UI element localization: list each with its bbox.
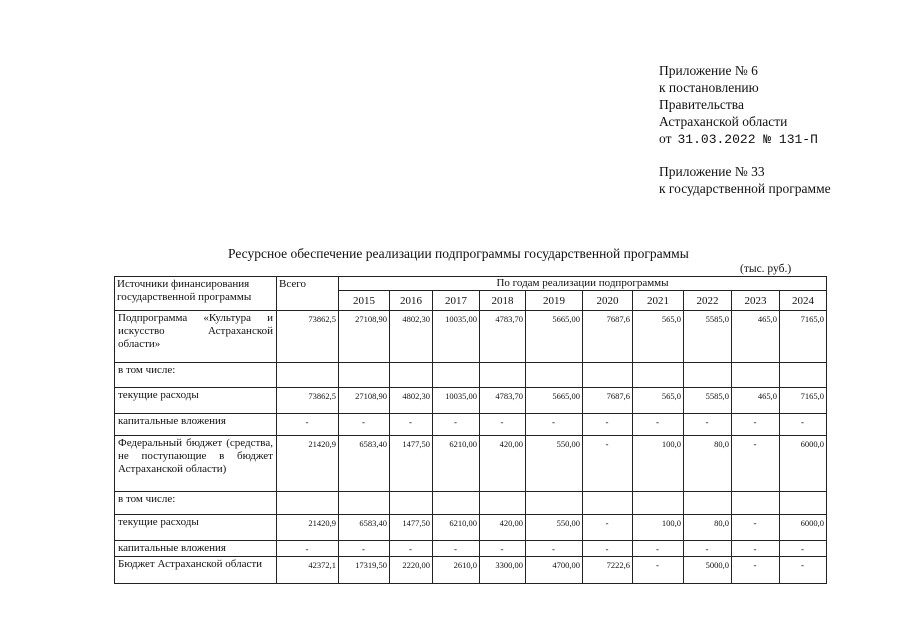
document-title: Ресурсное обеспечение реализации подпрограммы государственной программы (228, 246, 689, 261)
row-value: 1477,50 (390, 436, 433, 492)
row-value: 7687,6 (583, 311, 633, 363)
row-value: 80,0 (684, 515, 732, 541)
table-row (115, 388, 827, 414)
header-year: 2022 (684, 291, 732, 311)
row-value: 27108,90 (339, 388, 390, 414)
row-value: - (526, 541, 583, 557)
appendix-date-line (659, 130, 818, 148)
row-value (390, 492, 433, 515)
row-value: 550,00 (526, 515, 583, 541)
row-label: капитальные вложения (115, 414, 277, 436)
row-value: 17319,50 (339, 557, 390, 584)
row-total (277, 363, 339, 388)
row-value: - (390, 541, 433, 557)
row-value: - (583, 515, 633, 541)
row-label: в том числе: (115, 363, 277, 388)
row-value: 6000,0 (780, 436, 827, 492)
row-value (339, 363, 390, 388)
row-value: 7687,6 (583, 388, 633, 414)
row-label: в том числе: (115, 492, 277, 515)
row-value: 5665,00 (526, 388, 583, 414)
row-value: - (780, 557, 827, 584)
row-label: текущие расходы (115, 388, 277, 414)
row-value (583, 363, 633, 388)
row-value: 550,00 (526, 436, 583, 492)
row-value (480, 363, 526, 388)
row-value: 4802,30 (390, 388, 433, 414)
row-value: 2220,00 (390, 557, 433, 584)
row-value: - (480, 414, 526, 436)
row-value: 100,0 (633, 515, 684, 541)
table-row (115, 541, 827, 557)
row-value: - (633, 557, 684, 584)
row-value: - (583, 541, 633, 557)
row-value: 100,0 (633, 436, 684, 492)
row-value: - (780, 414, 827, 436)
header-total: Всего (277, 277, 339, 311)
row-value: 565,0 (633, 388, 684, 414)
row-value (732, 492, 780, 515)
units-label: (тыс. руб.) (740, 263, 792, 275)
row-value: 6210,00 (433, 436, 480, 492)
row-value: 565,0 (633, 311, 684, 363)
row-value (633, 492, 684, 515)
table-row (115, 436, 827, 492)
header-year: 2023 (732, 291, 780, 311)
row-value: - (732, 541, 780, 557)
row-value: 420,00 (480, 515, 526, 541)
appendix-line: Приложение № 6 (659, 63, 758, 78)
header-years-group: По годам реализации подпрограммы (339, 277, 827, 291)
row-value (732, 363, 780, 388)
row-value (433, 363, 480, 388)
row-value: 4783,70 (480, 388, 526, 414)
row-value: - (583, 436, 633, 492)
row-value (780, 363, 827, 388)
header-source: Источники финансирования государственной программы (115, 277, 277, 311)
row-value: 3300,00 (480, 557, 526, 584)
row-value: - (339, 414, 390, 436)
row-value: - (526, 414, 583, 436)
table-body (115, 277, 827, 584)
appendix-line: Правительства (659, 97, 744, 112)
appendix-line: Астраханской области (659, 114, 788, 129)
row-value (339, 492, 390, 515)
table-header-row (115, 277, 827, 291)
row-value: 5585,0 (684, 311, 732, 363)
appendix-line: к постановлению (659, 80, 759, 95)
row-value: 7222,6 (583, 557, 633, 584)
row-total: 42372,1 (277, 557, 339, 584)
table-row (115, 557, 827, 584)
table-row (115, 363, 827, 388)
appendix-block-top (659, 62, 818, 148)
row-value: 7165,0 (780, 388, 827, 414)
row-value: 465,0 (732, 311, 780, 363)
row-value: 420,00 (480, 436, 526, 492)
row-value (390, 363, 433, 388)
row-value: 6210,00 (433, 515, 480, 541)
row-label: Бюджет Астраханской области (115, 557, 277, 584)
row-value: - (390, 414, 433, 436)
appendix-line: Приложение № 33 (659, 164, 765, 179)
row-value: 27108,90 (339, 311, 390, 363)
appendix-line: к государственной программе (659, 181, 831, 196)
row-label: Федеральный бюджет (средства, не поступающие в бюджет Астраханской области) (115, 436, 277, 492)
row-value: - (780, 541, 827, 557)
appendix-block-bottom (659, 163, 831, 197)
funding-table (114, 276, 827, 584)
row-value (433, 492, 480, 515)
date-prefix: от (659, 131, 672, 146)
row-value: 80,0 (684, 436, 732, 492)
row-value (526, 492, 583, 515)
row-value (526, 363, 583, 388)
row-value: - (732, 414, 780, 436)
row-value: 465,0 (732, 388, 780, 414)
row-value: 6000,0 (780, 515, 827, 541)
table-row (115, 515, 827, 541)
row-value: 4700,00 (526, 557, 583, 584)
row-value: 2610,0 (433, 557, 480, 584)
row-value: 6583,40 (339, 515, 390, 541)
row-value (583, 492, 633, 515)
row-value: 10035,00 (433, 311, 480, 363)
row-value: - (633, 541, 684, 557)
row-value: - (480, 541, 526, 557)
header-year: 2017 (433, 291, 480, 311)
row-value: - (339, 541, 390, 557)
row-total: 73862,5 (277, 388, 339, 414)
row-value: 6583,40 (339, 436, 390, 492)
row-value (684, 492, 732, 515)
row-value (633, 363, 684, 388)
row-value: - (684, 414, 732, 436)
row-total: - (277, 414, 339, 436)
row-value: - (732, 557, 780, 584)
row-label: Подпрограмма «Культура и искусство Астраханской области» (115, 311, 277, 363)
row-value: 5000,0 (684, 557, 732, 584)
row-value (684, 363, 732, 388)
row-value: - (583, 414, 633, 436)
header-year: 2024 (780, 291, 827, 311)
row-value: - (633, 414, 684, 436)
header-year: 2016 (390, 291, 433, 311)
header-year: 2015 (339, 291, 390, 311)
row-value: 7165,0 (780, 311, 827, 363)
row-label: капитальные вложения (115, 541, 277, 557)
header-year: 2021 (633, 291, 684, 311)
table-row (115, 492, 827, 515)
row-total: - (277, 541, 339, 557)
header-year: 2019 (526, 291, 583, 311)
row-value: 4783,70 (480, 311, 526, 363)
row-value (780, 492, 827, 515)
row-total (277, 492, 339, 515)
row-value: 5665,00 (526, 311, 583, 363)
row-value: 1477,50 (390, 515, 433, 541)
row-total: 73862,5 (277, 311, 339, 363)
row-value: 10035,00 (433, 388, 480, 414)
row-value: - (732, 515, 780, 541)
row-total: 21420,9 (277, 515, 339, 541)
row-value: 5585,0 (684, 388, 732, 414)
row-label: текущие расходы (115, 515, 277, 541)
header-year: 2018 (480, 291, 526, 311)
header-year: 2020 (583, 291, 633, 311)
date-value: 31.03.2022 № 131-П (677, 132, 818, 147)
row-value (480, 492, 526, 515)
row-value: - (684, 541, 732, 557)
row-value: 4802,30 (390, 311, 433, 363)
row-value: - (433, 414, 480, 436)
table-row (115, 414, 827, 436)
row-value: - (732, 436, 780, 492)
row-total: 21420,9 (277, 436, 339, 492)
table-row (115, 311, 827, 363)
row-value: - (433, 541, 480, 557)
